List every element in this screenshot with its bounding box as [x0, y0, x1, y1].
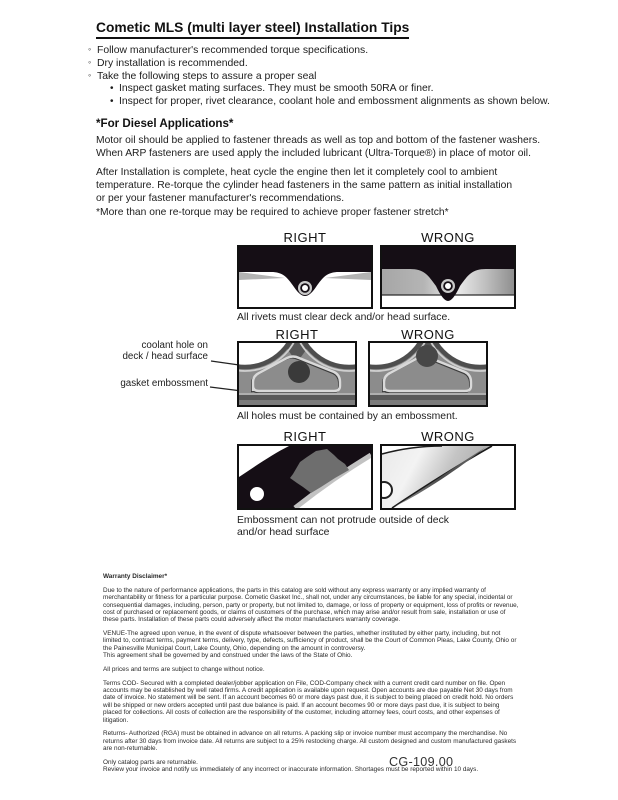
- paragraph-line: After Installation is complete, heat cycle the engine then let it completely cool to ambient: [96, 167, 498, 178]
- rivet-icon: [441, 279, 455, 293]
- paragraph-line: or per your fastener manufacturer's recommendations.: [96, 193, 345, 204]
- tip-sub-item: [110, 83, 434, 94]
- page-code: CG-109.00: [389, 755, 454, 769]
- rivet-icon: [298, 281, 312, 295]
- venue-paragraph: VENUE-The agreed upon venue, in the event of dispute whatsoever between the parties, whether instituted by either party, including, but not limited to, contract terms, payment terms, delivery, type, defects, sufficiency of product, shall be the Court of Common Pleas, Lake County, Ohio or the Painesville Municipal Court, Lake County, Ohio, depending on the amount in controversy.: [103, 630, 517, 652]
- coolant-hole-icon: [288, 361, 310, 383]
- rivet-caption: All rivets must clear deck and/or head surface.: [237, 312, 451, 323]
- catalog-returnable-line: Only catalog parts are returnable.: [103, 758, 198, 766]
- warranty-paragraph: Due to the nature of performance applications, the parts in this catalog are sold without any express warranty or any implied warranty of merchantability or fitness for a particular purpose. Cometic Gasket Inc., shall not, under any circumstances, be liable for any special, incidental or consequential damages, including, person, party or property, but not limited to, damage, or loss of property or equipment, loss of profits or revenue, cost of purchased or replacement goods, or claims of customers of the purchase, which may arise and/or result from sale, installation or use of these parts. Installation of these parts could adversely affect the motor manufacturers warranty coverage.: [103, 586, 519, 624]
- tip-text: Inspect for proper, rivet clearance, coolant hole and embossment alignments as shown below.: [119, 96, 550, 107]
- rivet-wrong-diagram: [380, 245, 516, 309]
- wrong-label: WRONG: [401, 327, 455, 342]
- returns-paragraph: Returns- Authorized (RGA) must be obtained in advance on all returns. A packing slip or invoice number must accompany the merchandise. No returns after 30 days from invoice date. All returns are subject to a 25% restocking charge. All custom designed and custom manufactured gaskets are non-returnable.: [103, 730, 517, 753]
- tip-text: Inspect gasket mating surfaces. They must be smooth 50RA or finer.: [119, 83, 434, 94]
- right-label: RIGHT: [275, 327, 319, 342]
- bolt-hole-icon: [250, 487, 264, 501]
- coolant-hole-icon: [416, 345, 438, 367]
- terms-paragraph: Terms COD- Secured with a completed dealer/jobber application on File, COD-Company check with a current credit card number on file. Open accounts may be established by well rated firms. A credit application is available upon request. Open accounts are due payable Net 30 days from date of invoice. No statement will be sent. If an account becomes 60 or more days past due, it is subject to being placed on credit hold. No orders will be shipped or new orders accepted until past due balance is paid. If an account becomes 90 or more days past due, it is subject to being placed for collections. All costs of collection are the responsibility of the customer, including attorney fees, court costs, and other expenses of litigation.: [103, 679, 514, 724]
- paragraph-line: When ARP fasteners are used apply the included lubricant (Ultra-Torque®) in place of motor oil.: [96, 148, 531, 159]
- tip-text: Take the following steps to assure a proper seal: [97, 71, 317, 82]
- fine-print: [103, 573, 519, 774]
- coolant-hole-label: coolant hole on deck / head surface: [122, 340, 208, 362]
- tip-sub-item: [110, 96, 550, 107]
- holes-caption: All holes must be contained by an embossment.: [237, 411, 458, 422]
- prices-line: All prices and terms are subject to change without notice.: [103, 665, 265, 673]
- page-title: Cometic MLS (multi layer steel) Installation Tips: [96, 20, 409, 39]
- bullet-icon: •: [110, 96, 114, 107]
- open-bullet-icon: ◦: [88, 70, 92, 80]
- wrong-label: WRONG: [421, 230, 475, 245]
- warranty-disclaimer-heading: Warranty Disclaimer*: [103, 573, 168, 580]
- coolant-hole-wrong-diagram: [368, 341, 488, 407]
- right-label: RIGHT: [283, 230, 327, 245]
- right-label: RIGHT: [283, 429, 327, 444]
- tip-item: [88, 44, 368, 56]
- governing-law-line: This agreement shall be governed by and construed under the laws of the State of Ohio.: [103, 652, 353, 660]
- review-invoice-line: Review your invoice and notify us immediately of any incorrect or inaccurate information. Shortages must be reported within 10 days.: [103, 766, 479, 774]
- bullet-icon: •: [110, 83, 114, 94]
- embossment-caption: Embossment can not protrude outside of deck and/or head surface: [237, 515, 449, 538]
- open-bullet-icon: ◦: [88, 44, 92, 54]
- open-bullet-icon: ◦: [88, 57, 92, 67]
- embossment-right-diagram: [237, 444, 373, 510]
- tip-item: [88, 70, 316, 82]
- tip-text: Follow manufacturer's recommended torque specifications.: [97, 45, 369, 56]
- gasket-embossment-label: gasket embossment: [120, 378, 208, 389]
- tip-text: Dry installation is recommended.: [97, 58, 248, 69]
- wrong-label: WRONG: [421, 429, 475, 444]
- embossment-wrong-diagram: [380, 444, 516, 510]
- paragraph-line: temperature. Re-torque the cylinder head fasteners in the same pattern as initial installation: [96, 180, 513, 191]
- retorque-note: *More than one re-torque may be required to achieve proper fastener stretch*: [96, 207, 449, 218]
- diesel-heading: *For Diesel Applications*: [96, 117, 234, 130]
- rivet-right-diagram: [237, 245, 373, 309]
- paragraph-line: Motor oil should be applied to fastener threads as well as top and bottom of the fastener washers.: [96, 135, 541, 146]
- coolant-hole-right-diagram: [237, 341, 357, 407]
- tip-item: [88, 57, 248, 69]
